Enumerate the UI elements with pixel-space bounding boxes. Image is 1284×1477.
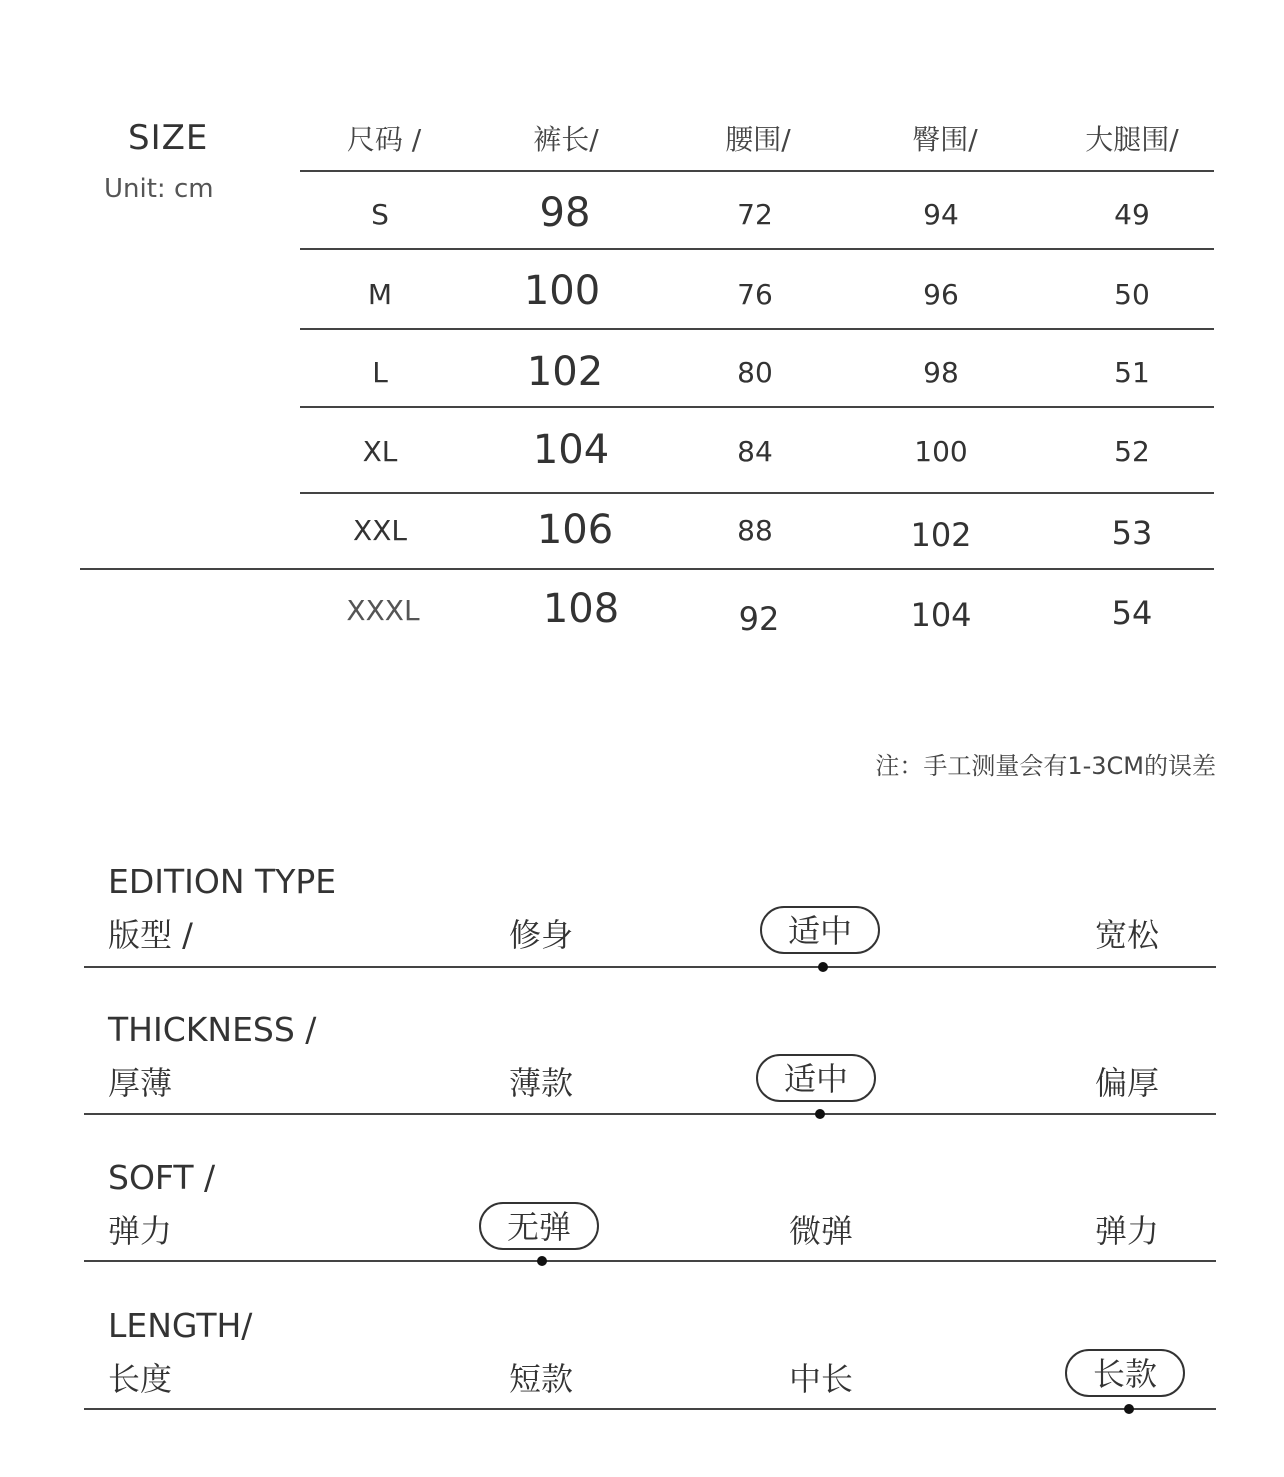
table-divider: [300, 492, 1214, 494]
cell-length: 102: [526, 349, 604, 395]
header-thigh: 大腿围/: [1085, 123, 1179, 156]
option: 弹力: [1094, 1212, 1159, 1250]
table-divider: [300, 328, 1214, 330]
cell-thigh: 50: [1114, 278, 1150, 311]
attribute-label-en: EDITION TYPE: [108, 862, 337, 901]
attribute-label-zh: 长度: [108, 1360, 173, 1398]
attribute-label-zh: 版型 /: [108, 916, 193, 954]
cell-hip: 96: [923, 278, 959, 311]
size-unit: Unit: cm: [104, 174, 214, 204]
option: 修身: [508, 916, 573, 954]
cell-length: 100: [523, 268, 601, 314]
option: 中长: [788, 1360, 853, 1398]
cell-size: S: [371, 198, 389, 231]
cell-waist: 72: [737, 198, 773, 231]
cell-hip: 104: [910, 596, 972, 634]
cell-thigh: 52: [1114, 435, 1150, 468]
attribute-divider: [84, 1408, 1216, 1410]
cell-waist: 84: [737, 435, 773, 468]
cell-size: L: [372, 356, 388, 389]
table-divider: [300, 406, 1214, 408]
attribute-label-zh: 弹力: [108, 1212, 173, 1250]
cell-hip: 98: [923, 356, 959, 389]
header-length: 裤长/: [533, 123, 599, 156]
attribute-label-zh: 厚薄: [108, 1064, 173, 1102]
header-hip: 臀围/: [912, 123, 978, 156]
cell-thigh: 53: [1111, 514, 1153, 552]
option-selected: 适中: [756, 1054, 876, 1102]
header-waist: 腰围/: [725, 123, 791, 156]
cell-waist: 80: [737, 356, 773, 389]
cell-thigh: 54: [1111, 594, 1153, 632]
cell-waist: 88: [737, 514, 773, 547]
cell-waist: 76: [737, 278, 773, 311]
header-size: 尺码 /: [346, 123, 422, 156]
cell-size: M: [367, 278, 393, 311]
option-selected: 适中: [760, 906, 880, 954]
selected-marker-dot: [818, 962, 828, 972]
cell-size: XL: [362, 435, 398, 468]
selected-marker-dot: [1124, 1404, 1134, 1414]
option: 短款: [508, 1360, 573, 1398]
attribute-divider: [84, 1260, 1216, 1262]
option: 偏厚: [1094, 1064, 1159, 1102]
cell-length: 106: [536, 507, 614, 553]
measurement-note: 注：手工测量会有1-3CM的误差: [875, 752, 1216, 780]
attribute-divider: [84, 1113, 1216, 1115]
attribute-label-en: THICKNESS /: [108, 1010, 317, 1049]
option: 宽松: [1094, 916, 1159, 954]
option: 薄款: [508, 1064, 573, 1102]
cell-thigh: 49: [1114, 198, 1150, 231]
cell-length: 104: [532, 427, 610, 473]
cell-length: 108: [542, 586, 620, 632]
attribute-divider: [84, 966, 1216, 968]
cell-size: XXL: [353, 514, 407, 547]
cell-length: 98: [539, 190, 591, 236]
selected-marker-dot: [537, 1256, 547, 1266]
attribute-label-en: LENGTH/: [108, 1306, 253, 1345]
cell-hip: 102: [910, 516, 972, 554]
cell-hip: 94: [923, 198, 959, 231]
option: 微弹: [788, 1212, 853, 1250]
cell-waist: 92: [738, 600, 780, 638]
table-divider: [80, 568, 1214, 570]
cell-thigh: 51: [1114, 356, 1150, 389]
table-divider: [300, 170, 1214, 172]
option-selected: 无弹: [479, 1202, 599, 1250]
option-selected: 长款: [1065, 1349, 1185, 1397]
table-divider: [300, 248, 1214, 250]
attribute-label-en: SOFT /: [108, 1158, 216, 1197]
cell-hip: 100: [914, 435, 968, 468]
cell-size: XXXL: [346, 594, 420, 627]
selected-marker-dot: [815, 1109, 825, 1119]
size-title: SIZE: [128, 118, 209, 158]
